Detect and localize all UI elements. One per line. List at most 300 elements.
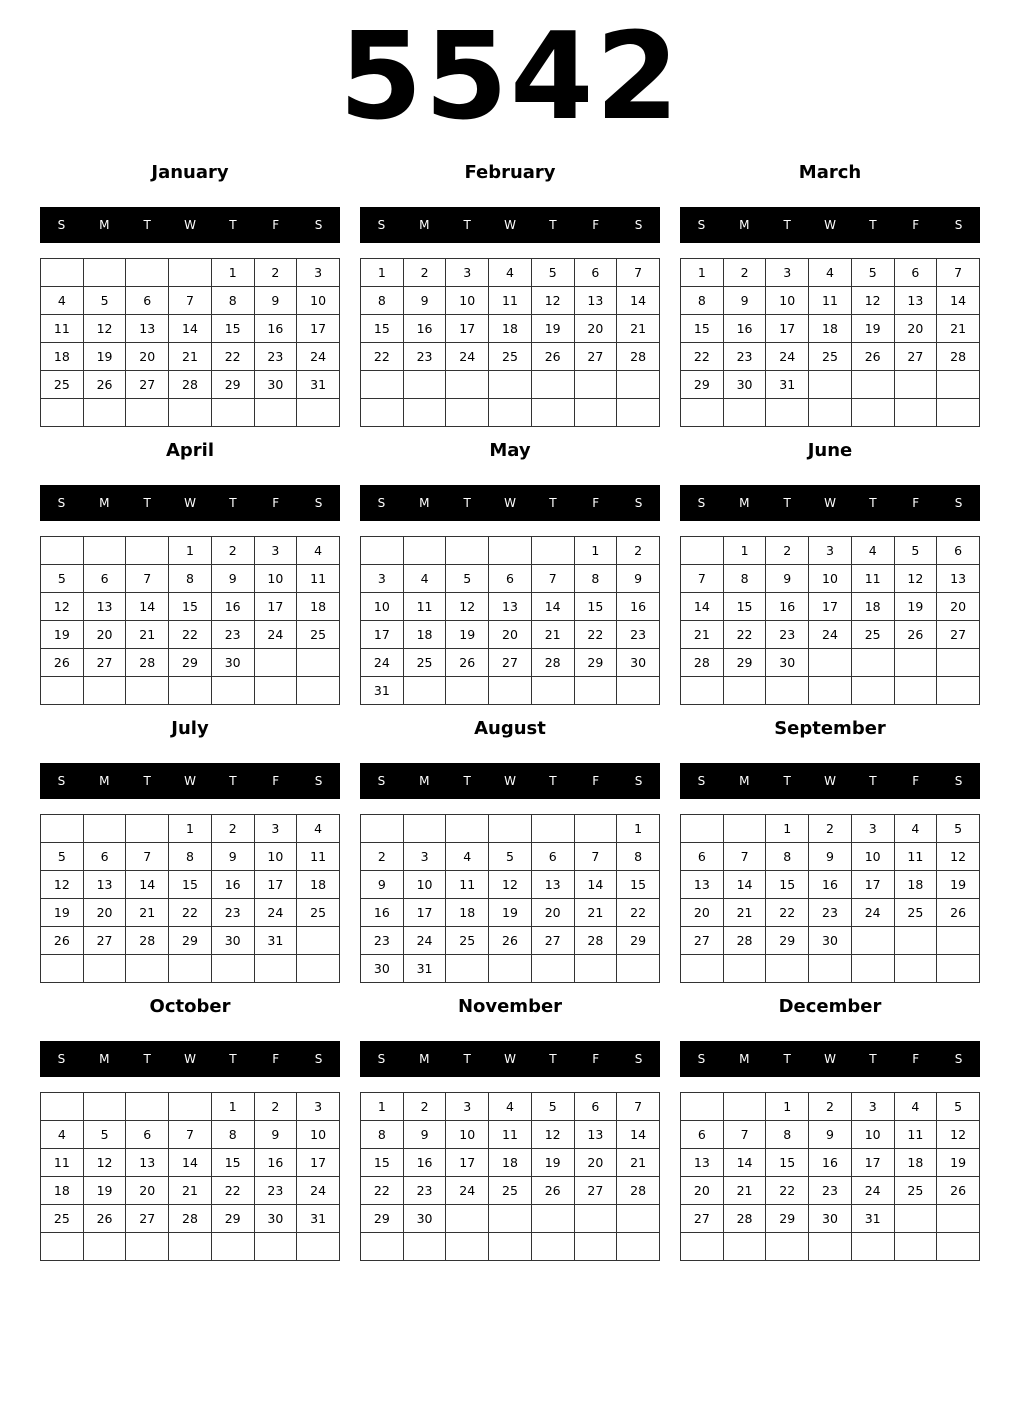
day-cell: 23	[403, 343, 446, 371]
weekday-label: W	[824, 496, 836, 510]
day-cell: 8	[681, 287, 724, 315]
day-cell: 18	[489, 315, 532, 343]
empty-cell	[894, 1233, 937, 1261]
day-cell: 2	[254, 1093, 297, 1121]
day-cell: 19	[894, 593, 937, 621]
weekday-label: T	[783, 774, 791, 788]
day-cell: 25	[297, 899, 340, 927]
empty-cell	[126, 537, 169, 565]
day-cell: 15	[361, 1149, 404, 1177]
day-cell: 27	[126, 371, 169, 399]
day-cell: 22	[766, 1177, 809, 1205]
day-cell: 8	[211, 1121, 254, 1149]
weekday-label: T	[229, 496, 237, 510]
day-cell: 28	[169, 1205, 212, 1233]
day-cell: 24	[446, 343, 489, 371]
day-cell: 14	[617, 1121, 660, 1149]
weekday-label: M	[419, 218, 430, 232]
day-cell: 7	[169, 1121, 212, 1149]
day-cell: 14	[169, 315, 212, 343]
day-cell: 20	[126, 1177, 169, 1205]
empty-cell	[361, 537, 404, 565]
day-cell: 13	[126, 1149, 169, 1177]
day-cell: 9	[809, 1121, 852, 1149]
month-name: May	[489, 440, 531, 461]
day-cell: 13	[574, 1121, 617, 1149]
day-cell: 17	[446, 315, 489, 343]
day-cell: 1	[169, 537, 212, 565]
weekday-label: T	[143, 496, 151, 510]
weekday-label: M	[99, 218, 110, 232]
empty-cell	[681, 955, 724, 983]
weekday-label: M	[99, 496, 110, 510]
empty-cell	[41, 537, 84, 565]
day-cell: 23	[254, 343, 297, 371]
day-cell: 27	[681, 1205, 724, 1233]
week-row	[361, 371, 660, 399]
week-row	[41, 1233, 340, 1261]
day-cell: 8	[211, 287, 254, 315]
empty-cell	[809, 649, 852, 677]
day-cell: 6	[894, 259, 937, 287]
week-row	[681, 927, 980, 955]
day-cell: 30	[723, 371, 766, 399]
empty-cell	[489, 955, 532, 983]
day-cell: 1	[169, 815, 212, 843]
day-cell: 25	[446, 927, 489, 955]
day-cell: 12	[83, 315, 126, 343]
day-cell: 6	[83, 843, 126, 871]
day-cell: 28	[723, 1205, 766, 1233]
day-cell: 22	[211, 343, 254, 371]
day-cell: 27	[574, 1177, 617, 1205]
empty-cell	[574, 815, 617, 843]
week-row	[361, 1121, 660, 1149]
day-cell: 26	[83, 1205, 126, 1233]
day-cell: 26	[937, 899, 980, 927]
day-grid	[680, 814, 980, 983]
empty-cell	[851, 399, 894, 427]
day-cell: 27	[531, 927, 574, 955]
day-cell: 25	[809, 343, 852, 371]
day-cell: 2	[403, 259, 446, 287]
day-cell: 21	[681, 621, 724, 649]
day-cell: 18	[297, 871, 340, 899]
month-may	[360, 441, 660, 711]
day-cell: 5	[83, 1121, 126, 1149]
weekday-label: M	[739, 496, 750, 510]
day-cell: 23	[766, 621, 809, 649]
day-cell: 26	[41, 649, 84, 677]
day-cell: 10	[446, 1121, 489, 1149]
empty-cell	[617, 399, 660, 427]
week-row	[681, 815, 980, 843]
empty-cell	[531, 537, 574, 565]
day-cell: 17	[361, 621, 404, 649]
week-row	[41, 927, 340, 955]
day-cell: 4	[894, 1093, 937, 1121]
day-cell: 25	[894, 899, 937, 927]
empty-cell	[851, 649, 894, 677]
month-name: February	[464, 162, 556, 183]
empty-cell	[574, 371, 617, 399]
day-cell: 5	[937, 1093, 980, 1121]
day-cell: 12	[83, 1149, 126, 1177]
empty-cell	[297, 927, 340, 955]
day-cell: 14	[723, 871, 766, 899]
day-cell: 12	[41, 871, 84, 899]
day-cell: 13	[937, 565, 980, 593]
weekday-label: S	[697, 774, 706, 788]
day-cell: 3	[254, 537, 297, 565]
weekday-label: T	[549, 774, 557, 788]
day-cell: 13	[894, 287, 937, 315]
empty-cell	[531, 1233, 574, 1261]
empty-cell	[41, 677, 84, 705]
day-cell: 28	[723, 927, 766, 955]
day-cell: 24	[254, 899, 297, 927]
day-cell: 11	[851, 565, 894, 593]
day-cell: 25	[297, 621, 340, 649]
day-cell: 13	[126, 315, 169, 343]
weekday-label: S	[57, 218, 66, 232]
week-row	[361, 287, 660, 315]
day-cell: 8	[766, 1121, 809, 1149]
day-cell: 3	[403, 843, 446, 871]
day-cell: 28	[574, 927, 617, 955]
weekday-label: T	[463, 774, 471, 788]
empty-cell	[681, 537, 724, 565]
month-name: September	[774, 718, 886, 739]
week-row	[361, 1233, 660, 1261]
empty-cell	[489, 1233, 532, 1261]
day-cell: 25	[894, 1177, 937, 1205]
day-cell: 8	[361, 287, 404, 315]
day-cell: 27	[894, 343, 937, 371]
day-cell: 24	[297, 343, 340, 371]
day-cell: 15	[766, 1149, 809, 1177]
weekday-header	[360, 485, 660, 521]
day-cell: 8	[574, 565, 617, 593]
weekday-label: S	[57, 496, 66, 510]
day-cell: 2	[361, 843, 404, 871]
empty-cell	[531, 677, 574, 705]
weekday-label: S	[314, 1052, 323, 1066]
day-cell: 6	[83, 565, 126, 593]
day-cell: 17	[403, 899, 446, 927]
day-cell: 26	[83, 371, 126, 399]
day-cell: 28	[126, 927, 169, 955]
empty-cell	[446, 537, 489, 565]
weekday-label: M	[99, 1052, 110, 1066]
week-row	[681, 399, 980, 427]
empty-cell	[403, 399, 446, 427]
day-cell: 4	[894, 815, 937, 843]
week-row	[681, 899, 980, 927]
empty-cell	[83, 815, 126, 843]
day-cell: 21	[126, 621, 169, 649]
day-cell: 24	[297, 1177, 340, 1205]
day-cell: 10	[851, 1121, 894, 1149]
day-cell: 27	[937, 621, 980, 649]
month-name: January	[151, 162, 229, 183]
day-cell: 29	[723, 649, 766, 677]
day-cell: 16	[809, 1149, 852, 1177]
day-cell: 21	[574, 899, 617, 927]
weekday-label: F	[912, 218, 920, 232]
week-row	[681, 1233, 980, 1261]
month-november	[360, 997, 660, 1267]
day-cell: 17	[766, 315, 809, 343]
weekday-label: F	[912, 774, 920, 788]
day-cell: 12	[894, 565, 937, 593]
day-cell: 4	[489, 1093, 532, 1121]
day-grid	[360, 814, 660, 983]
week-row	[41, 1093, 340, 1121]
empty-cell	[809, 955, 852, 983]
day-cell: 3	[851, 815, 894, 843]
day-cell: 3	[297, 259, 340, 287]
day-cell: 1	[211, 259, 254, 287]
empty-cell	[809, 1233, 852, 1261]
empty-cell	[489, 677, 532, 705]
day-cell: 30	[254, 371, 297, 399]
day-cell: 2	[254, 259, 297, 287]
weekday-label: S	[634, 218, 643, 232]
empty-cell	[531, 815, 574, 843]
day-cell: 20	[531, 899, 574, 927]
empty-cell	[403, 677, 446, 705]
empty-cell	[446, 955, 489, 983]
empty-cell	[723, 677, 766, 705]
empty-cell	[83, 1093, 126, 1121]
weekday-header	[680, 1041, 980, 1077]
day-cell: 6	[937, 537, 980, 565]
weekday-label: M	[419, 1052, 430, 1066]
week-row	[681, 371, 980, 399]
day-cell: 22	[681, 343, 724, 371]
day-cell: 11	[41, 315, 84, 343]
weekday-label: M	[739, 774, 750, 788]
month-april	[40, 441, 340, 711]
day-cell: 23	[254, 1177, 297, 1205]
day-cell: 30	[211, 927, 254, 955]
empty-cell	[403, 371, 446, 399]
day-cell: 7	[617, 259, 660, 287]
weekday-label: T	[549, 1052, 557, 1066]
day-cell: 19	[489, 899, 532, 927]
day-cell: 16	[617, 593, 660, 621]
day-cell: 15	[766, 871, 809, 899]
month-name: April	[165, 440, 215, 461]
day-cell: 22	[723, 621, 766, 649]
day-cell: 12	[937, 1121, 980, 1149]
day-cell: 1	[574, 537, 617, 565]
empty-cell	[489, 399, 532, 427]
empty-cell	[681, 677, 724, 705]
day-cell: 10	[297, 287, 340, 315]
day-cell: 8	[361, 1121, 404, 1149]
day-cell: 12	[937, 843, 980, 871]
day-cell: 7	[126, 843, 169, 871]
day-cell: 28	[169, 371, 212, 399]
day-cell: 11	[809, 287, 852, 315]
weekday-label: W	[504, 218, 516, 232]
day-cell: 23	[403, 1177, 446, 1205]
empty-cell	[681, 815, 724, 843]
day-cell: 10	[297, 1121, 340, 1149]
day-cell: 22	[169, 621, 212, 649]
week-row	[361, 649, 660, 677]
week-row	[361, 593, 660, 621]
empty-cell	[723, 955, 766, 983]
weekday-label: T	[783, 218, 791, 232]
empty-cell	[531, 371, 574, 399]
day-cell: 28	[531, 649, 574, 677]
weekday-header	[40, 207, 340, 243]
day-cell: 5	[894, 537, 937, 565]
weekday-label: T	[869, 218, 877, 232]
day-cell: 29	[574, 649, 617, 677]
day-cell: 15	[617, 871, 660, 899]
empty-cell	[446, 1205, 489, 1233]
empty-cell	[169, 259, 212, 287]
empty-cell	[126, 259, 169, 287]
day-cell: 5	[41, 565, 84, 593]
week-row	[681, 871, 980, 899]
day-cell: 21	[126, 899, 169, 927]
day-cell: 8	[169, 565, 212, 593]
week-row	[681, 287, 980, 315]
day-cell: 14	[937, 287, 980, 315]
day-cell: 9	[766, 565, 809, 593]
week-row	[41, 955, 340, 983]
day-cell: 18	[894, 871, 937, 899]
week-row	[681, 1205, 980, 1233]
empty-cell	[937, 371, 980, 399]
month-name: August	[474, 718, 546, 739]
day-cell: 20	[574, 315, 617, 343]
day-cell: 9	[617, 565, 660, 593]
day-cell: 8	[723, 565, 766, 593]
day-cell: 8	[766, 843, 809, 871]
day-cell: 14	[723, 1149, 766, 1177]
day-cell: 28	[681, 649, 724, 677]
empty-cell	[211, 677, 254, 705]
day-cell: 11	[894, 1121, 937, 1149]
month-name: October	[149, 996, 231, 1017]
day-cell: 8	[169, 843, 212, 871]
day-cell: 2	[211, 537, 254, 565]
weekday-label: S	[634, 774, 643, 788]
day-cell: 9	[254, 287, 297, 315]
day-cell: 1	[211, 1093, 254, 1121]
year-title: 5542	[339, 8, 681, 147]
day-cell: 6	[489, 565, 532, 593]
day-cell: 16	[766, 593, 809, 621]
day-cell: 13	[574, 287, 617, 315]
empty-cell	[169, 1093, 212, 1121]
day-cell: 17	[254, 593, 297, 621]
day-grid	[360, 536, 660, 705]
day-cell: 19	[83, 343, 126, 371]
week-row	[41, 399, 340, 427]
day-cell: 29	[211, 371, 254, 399]
weekday-label: F	[592, 496, 600, 510]
empty-cell	[489, 815, 532, 843]
day-cell: 21	[723, 1177, 766, 1205]
day-cell: 18	[297, 593, 340, 621]
empty-cell	[126, 1093, 169, 1121]
day-cell: 16	[361, 899, 404, 927]
week-row	[361, 871, 660, 899]
day-cell: 24	[254, 621, 297, 649]
week-row	[41, 343, 340, 371]
day-grid	[680, 536, 980, 705]
day-cell: 20	[681, 1177, 724, 1205]
empty-cell	[766, 399, 809, 427]
week-row	[41, 371, 340, 399]
weekday-label: M	[99, 774, 110, 788]
day-cell: 3	[809, 537, 852, 565]
weekday-label: S	[954, 218, 963, 232]
empty-cell	[489, 1205, 532, 1233]
day-cell: 4	[489, 259, 532, 287]
weekday-header	[40, 1041, 340, 1077]
weekday-label: T	[783, 496, 791, 510]
empty-cell	[403, 815, 446, 843]
week-row	[41, 843, 340, 871]
day-cell: 14	[617, 287, 660, 315]
day-cell: 5	[489, 843, 532, 871]
day-cell: 11	[446, 871, 489, 899]
day-cell: 22	[169, 899, 212, 927]
empty-cell	[83, 955, 126, 983]
empty-cell	[83, 399, 126, 427]
empty-cell	[446, 677, 489, 705]
week-row	[361, 815, 660, 843]
weekday-label: T	[229, 1052, 237, 1066]
day-cell: 3	[297, 1093, 340, 1121]
day-cell: 15	[723, 593, 766, 621]
day-cell: 28	[937, 343, 980, 371]
day-cell: 11	[297, 565, 340, 593]
weekday-label: T	[463, 496, 471, 510]
week-row	[681, 537, 980, 565]
day-cell: 24	[403, 927, 446, 955]
day-cell: 29	[361, 1205, 404, 1233]
empty-cell	[41, 1093, 84, 1121]
day-cell: 17	[297, 1149, 340, 1177]
week-row	[681, 259, 980, 287]
day-cell: 11	[41, 1149, 84, 1177]
empty-cell	[254, 399, 297, 427]
empty-cell	[809, 371, 852, 399]
empty-cell	[211, 399, 254, 427]
weekday-header	[40, 485, 340, 521]
day-cell: 8	[617, 843, 660, 871]
week-row	[681, 677, 980, 705]
weekday-label: S	[697, 1052, 706, 1066]
day-cell: 20	[894, 315, 937, 343]
day-cell: 10	[809, 565, 852, 593]
empty-cell	[254, 649, 297, 677]
weekday-label: S	[314, 774, 323, 788]
day-cell: 7	[126, 565, 169, 593]
weekday-header	[680, 207, 980, 243]
day-cell: 18	[403, 621, 446, 649]
empty-cell	[41, 815, 84, 843]
